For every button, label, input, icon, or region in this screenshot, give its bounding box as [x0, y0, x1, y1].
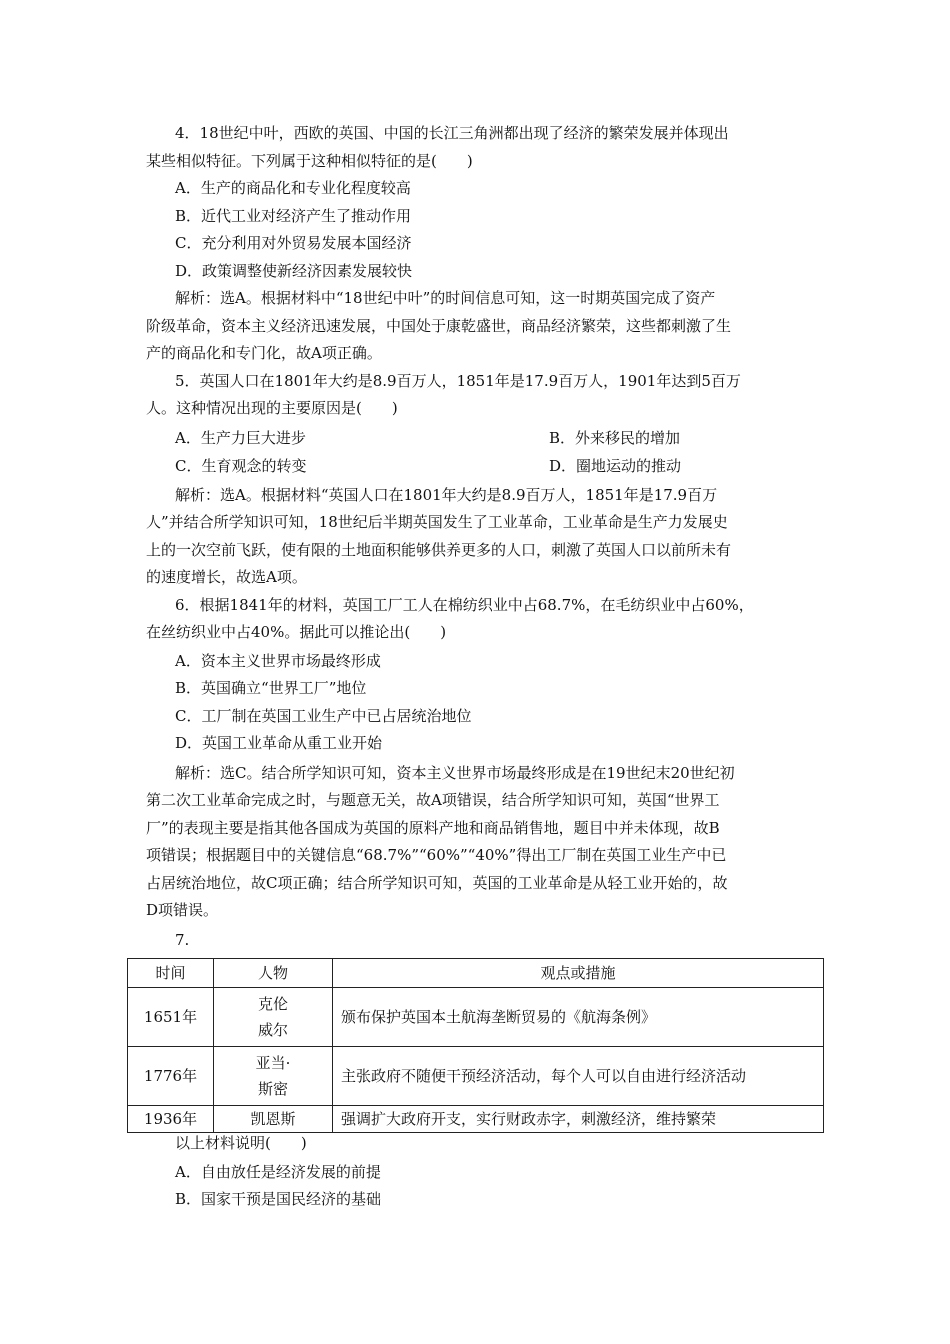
q5-option-d: D．圈地运动的推动 [549, 457, 682, 475]
cell-time: 1936年 [128, 1106, 214, 1133]
cell-person [214, 988, 333, 1047]
q5-option-b: B．外来移民的增加 [549, 429, 681, 447]
q7-table [127, 958, 824, 1133]
person-line: 亚当· [255, 1054, 291, 1072]
table-row [128, 1106, 824, 1133]
q5-analysis-line-3: 上的一次空前飞跃，使有限的土地面积能够供养更多的人口，刺激了英国人口以前所未有 [146, 541, 732, 559]
header-time: 时间 [128, 959, 214, 988]
q5-analysis-line-1: 解析：选A。根据材料“英国人口在1801年大约是8.9百万人，1851年是17.9百万 [175, 486, 718, 504]
cell-person [214, 1047, 333, 1106]
cell-time: 1776年 [128, 1047, 214, 1106]
q4-stem-line-1: 4．18世纪中叶，西欧的英国、中国的长江三角洲都出现了经济的繁荣发展并体现出 [175, 124, 729, 142]
q5-stem-line-1: 5．英国人口在1801年大约是8.9百万人，1851年是17.9百万人，1901年达到5百万 [175, 372, 741, 390]
q4-analysis-line-1: 解析：选A。根据材料中“18世纪中叶”的时间信息可知，这一时期英国完成了资产 [175, 289, 716, 307]
q4-option-c: C．充分利用对外贸易发展本国经济 [175, 234, 412, 252]
q7-number: 7. [175, 931, 190, 949]
q6-analysis-line-6: D项错误。 [146, 901, 219, 919]
q4-analysis-line-3: 产的商品化和专门化，故A项正确。 [146, 344, 382, 362]
q5-stem-line-2: 人。这种情况出现的主要原因是( ) [146, 399, 398, 417]
person-line: 威尔 [257, 1021, 288, 1039]
table-row [128, 988, 824, 1047]
q6-option-d: D．英国工业革命从重工业开始 [175, 734, 383, 752]
q6-stem-line-2: 在丝纺织业中占40%。据此可以推论出( ) [146, 623, 447, 641]
header-view: 观点或措施 [333, 959, 824, 988]
header-person: 人物 [214, 959, 333, 988]
q6-option-b: B．英国确立“世界工厂”地位 [175, 679, 367, 697]
table-row [128, 1047, 824, 1106]
cell-person: 凯恩斯 [214, 1106, 333, 1133]
q5-analysis-line-2: 人”并结合所学知识可知，18世纪后半期英国发生了工业革命，工业革命是生产力发展史 [146, 513, 728, 531]
cell-view: 强调扩大政府开支，实行财政赤字，刺激经济，维持繁荣 [333, 1106, 824, 1133]
table-header-row [128, 959, 824, 988]
q7-stem: 以上材料说明( ) [175, 1134, 307, 1152]
q6-analysis-line-4: 项错误；根据题目中的关键信息“68.7%”“60%”“40%”得出工厂制在英国工业生产中已 [146, 846, 727, 864]
q4-analysis-line-2: 阶级革命，资本主义经济迅速发展，中国处于康乾盛世，商品经济繁荣，这些都刺激了生 [146, 317, 732, 335]
q4-option-a: A．生产的商品化和专业化程度较高 [175, 179, 411, 197]
q7-option-a: A．自由放任是经济发展的前提 [175, 1163, 381, 1181]
q6-option-c: C．工厂制在英国工业生产中已占居统治地位 [175, 707, 472, 725]
q6-analysis-line-1: 解析：选C。结合所学知识可知，资本主义世界市场最终形成是在19世纪末20世纪初 [175, 764, 735, 782]
cell-view: 主张政府不随便干预经济活动，每个人可以自由进行经济活动 [333, 1047, 824, 1106]
q4-stem-line-2: 某些相似特征。下列属于这种相似特征的是( ) [146, 152, 473, 170]
person-line: 斯密 [257, 1080, 288, 1098]
person-line: 克伦 [257, 995, 288, 1013]
q6-analysis-line-2: 第二次工业革命完成之时，与题意无关，故A项错误，结合所学知识可知，英国“世界工 [146, 791, 720, 809]
q5-analysis-line-4: 的速度增长，故选A项。 [146, 568, 307, 586]
q4-option-b: B．近代工业对经济产生了推动作用 [175, 207, 412, 225]
q5-option-a: A．生产力巨大进步 [175, 429, 306, 447]
q4-option-d: D．政策调整使新经济因素发展较快 [175, 262, 413, 280]
q7-option-b: B．国家干预是国民经济的基础 [175, 1190, 382, 1208]
q5-option-c: C．生育观念的转变 [175, 457, 307, 475]
q6-analysis-line-5: 占居统治地位，故C项正确；结合所学知识可知，英国的工业革命是从轻工业开始的，故 [146, 874, 728, 892]
q6-stem-line-1: 6．根据1841年的材料，英国工厂工人在棉纺织业中占68.7%，在毛纺织业中占60%， [175, 596, 754, 614]
cell-view: 颁布保护英国本土航海垄断贸易的《航海条例》 [333, 988, 824, 1047]
q6-analysis-line-3: 厂”的表现主要是指其他各国成为英国的原料产地和商品销售地，题目中并未体现，故B [146, 819, 720, 837]
cell-time: 1651年 [128, 988, 214, 1047]
q6-option-a: A．资本主义世界市场最终形成 [175, 652, 381, 670]
